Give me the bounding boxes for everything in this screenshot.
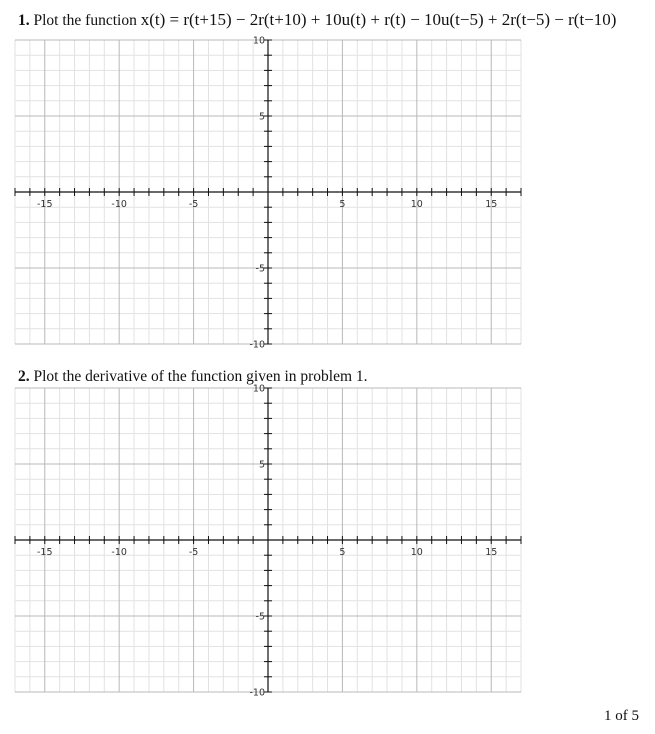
x-tick-label: 5 bbox=[339, 547, 346, 558]
x-tick-label: 15 bbox=[485, 199, 498, 210]
x-tick-label: 15 bbox=[485, 547, 498, 558]
x-tick-label: -10 bbox=[111, 547, 127, 558]
page-number: 1 of 5 bbox=[604, 708, 639, 724]
x-tick-label: -5 bbox=[188, 199, 199, 210]
x-tick-label: -5 bbox=[188, 547, 199, 558]
grid-plot-1 bbox=[15, 36, 521, 351]
y-tick-label: 5 bbox=[258, 459, 265, 471]
y-tick-label: 10 bbox=[252, 35, 265, 47]
y-tick-label: -10 bbox=[249, 687, 265, 699]
grid-plot-2 bbox=[15, 384, 521, 699]
y-tick-label: 10 bbox=[252, 383, 265, 395]
x-tick-label: 5 bbox=[339, 199, 346, 210]
x-tick-label: 10 bbox=[410, 547, 423, 558]
x-tick-label: -15 bbox=[36, 199, 53, 210]
problem-2-text: Plot the derivative of the function given in problem 1. bbox=[33, 368, 368, 385]
y-tick-label: -10 bbox=[249, 339, 265, 351]
problem-1-number: 1. bbox=[18, 12, 30, 29]
x-tick-label: -15 bbox=[36, 547, 53, 558]
y-tick-label: -5 bbox=[255, 611, 265, 623]
x-tick-label: -10 bbox=[111, 199, 127, 210]
y-tick-label: 5 bbox=[258, 111, 265, 123]
y-tick-label: -5 bbox=[255, 263, 265, 275]
x-tick-label: 10 bbox=[410, 199, 423, 210]
problem-1-text: Plot the function bbox=[33, 12, 137, 29]
problem-1-formula: x(t) = r(t+15) − 2r(t+10) + 10u(t) + r(t) − 10u(t−5) + 2r(t−5) − r(t−10) bbox=[140, 10, 617, 29]
problem-2-number: 2. bbox=[18, 368, 30, 385]
